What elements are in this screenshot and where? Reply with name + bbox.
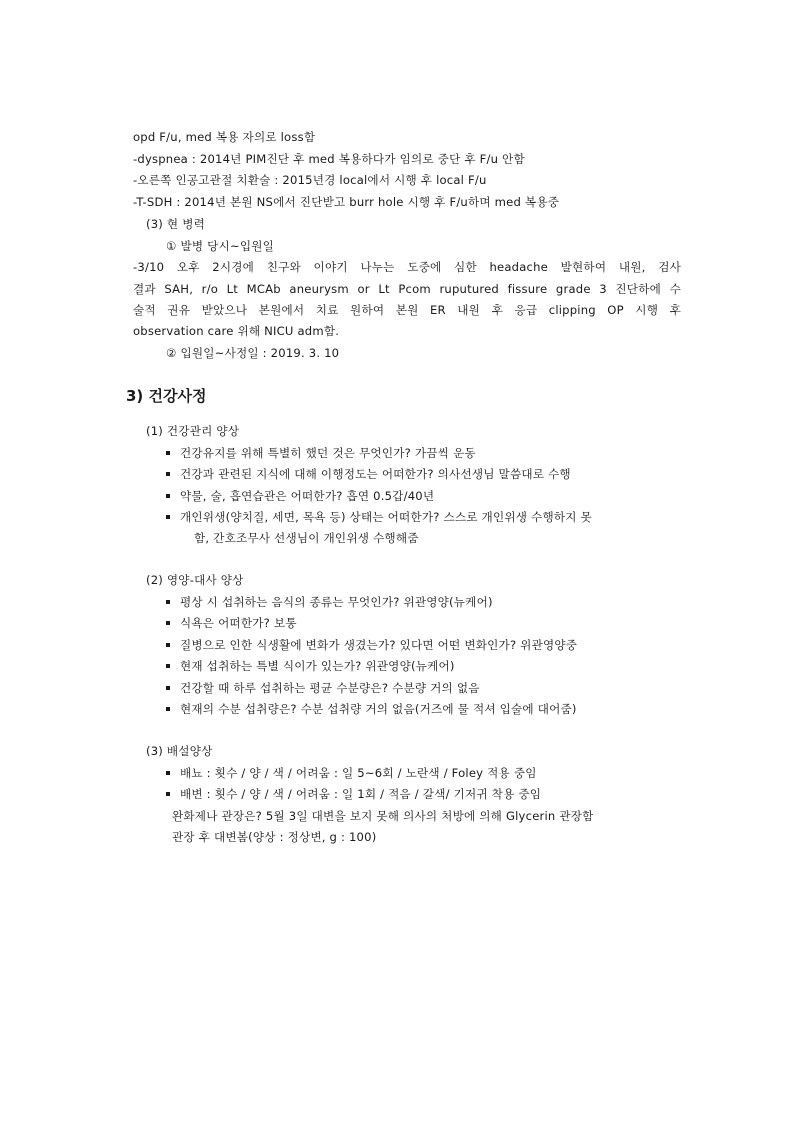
bullet-icon	[166, 792, 170, 796]
list-item: 건강유지를 위해 특별히 했던 것은 무엇인가? 가끔씩 운동	[166, 445, 476, 461]
list-item: 현재 섭취하는 특별 식이가 있는가? 위관영양(뉴케어)	[166, 658, 455, 674]
bullet-icon	[166, 621, 170, 625]
list-item: 평상 시 섭취하는 음식의 종류는 무엇인가? 위관영양(뉴케어)	[166, 594, 493, 610]
list-item-continuation: 함, 간호조무사 선생님이 개인위생 수행해줌	[194, 531, 419, 545]
elimination-note-line2: 관장 후 대변봄(양상 : 정상변, g : 100)	[172, 830, 377, 844]
present-illness-title: (3) 현 병력	[146, 217, 205, 231]
subsection-title-nutrition: (2) 영양-대사 양상	[146, 573, 244, 587]
list-item: 질병으로 인한 식생활에 변화가 생겼는가? 있다면 어떤 변화인가? 위관영양중	[166, 637, 577, 653]
list-item: 배뇨 : 횟수 / 양 / 색 / 어려움 : 일 5~6회 / 노란색 / Foley 적용 중임	[166, 765, 537, 781]
present-illness-para-line2: 결과 SAH, r/o Lt MCAb aneurysm or Lt Pcom ruputured fissure grade 3 진단하에 수	[133, 282, 681, 296]
present-illness-para-line4: observation care 위해 NICU adm함.	[133, 324, 340, 338]
present-illness-sub2: ② 입원일~사정일 : 2019. 3. 10	[166, 346, 340, 360]
bullet-icon	[166, 451, 170, 455]
history-line-hip: -오른쪽 인공고관절 치환술 : 2015년경 local에서 시행 후 local F/u	[133, 173, 487, 187]
list-item: 식욕은 어떠한가? 보통	[166, 615, 297, 631]
list-item: 건강과 관련된 지식에 대해 이행정도는 어떠한가? 의사선생님 말씀대로 수행	[166, 466, 571, 482]
list-item: 약물, 술, 흡연습관은 어떠한가? 흡연 0.5갑/40년	[166, 488, 434, 504]
history-line-dyspnea: -dyspnea : 2014년 PIM진단 후 med 복용하다가 임의로 중단 후 F/u 안함	[133, 152, 525, 166]
bullet-icon	[166, 600, 170, 604]
list-item: 배변 : 횟수 / 양 / 색 / 어려움 : 일 1회 / 적음 / 갈색/ 기저귀 착용 중임	[166, 786, 541, 802]
list-item: 개인위생(양치질, 세면, 목욕 등) 상태는 어떠한가? 스스로 개인위생 수행하지 못	[166, 509, 592, 525]
history-line-tsdh: -T-SDH : 2014년 본원 NS에서 진단받고 burr hole 시행 후 F/u하며 med 복용중	[133, 195, 560, 209]
present-illness-sub1: ① 발병 당시~입원일	[166, 239, 275, 253]
subsection-title-elimination: (3) 배설양상	[146, 744, 213, 758]
bullet-icon	[166, 643, 170, 647]
section-heading-health-assessment: 3) 건강사정	[126, 387, 207, 405]
bullet-icon	[166, 664, 170, 668]
present-illness-para-line3: 술적 권유 받았으나 본원에서 치료 원하여 본원 ER 내원 후 응급 clipping OP 시행 후	[133, 303, 681, 317]
subsection-title-health-management: (1) 건강관리 양상	[146, 424, 240, 438]
bullet-icon	[166, 707, 170, 711]
bullet-icon	[166, 472, 170, 476]
bullet-icon	[166, 515, 170, 519]
present-illness-para-line1: -3/10 오후 2시경에 친구와 이야기 나누는 도중에 심한 headache 발현하여 내원, 검사	[133, 260, 681, 274]
list-item: 현재의 수분 섭취량은? 수분 섭취량 거의 없음(거즈에 물 적셔 입술에 대어줌)	[166, 701, 577, 717]
bullet-icon	[166, 771, 170, 775]
elimination-note-line1: 완화제나 관장은? 5월 3일 대변을 보지 못해 의사의 처방에 의해 Glycerin 관장함	[172, 809, 594, 823]
bullet-icon	[166, 494, 170, 498]
history-line-opd: opd F/u, med 복용 자의로 loss함	[133, 130, 316, 144]
bullet-icon	[166, 686, 170, 690]
list-item: 건강할 때 하루 섭취하는 평균 수분량은? 수분량 거의 없음	[166, 680, 480, 696]
